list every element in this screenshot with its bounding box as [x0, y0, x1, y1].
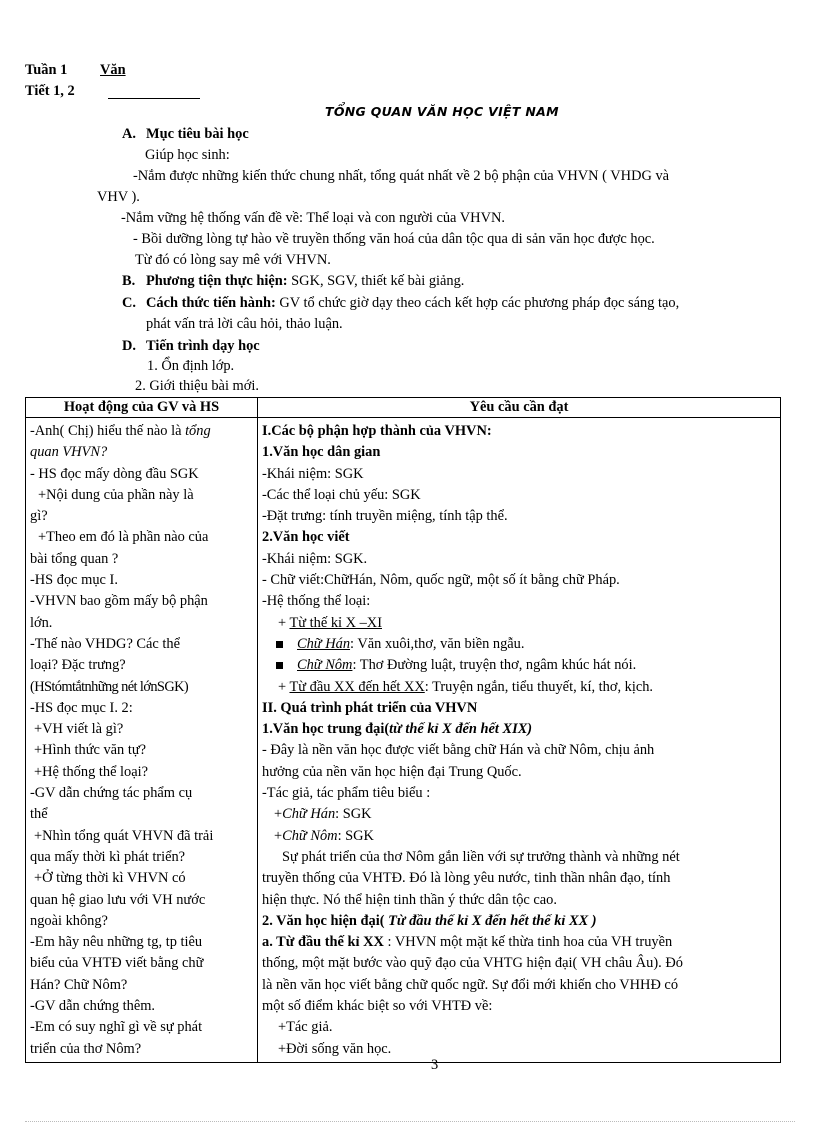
- activity-line: biểu của VHTĐ viết bằng chữ: [30, 955, 204, 972]
- activity-line: quan hệ giao lưu với VH nước: [30, 891, 206, 908]
- section-b-heading: Phương tiện thực hiện:: [146, 273, 288, 289]
- section-c-text2: phát vấn trả lời câu hỏi, thảo luận.: [146, 316, 343, 332]
- activity-line: +VH viết là gì?: [34, 721, 124, 738]
- req-heading: I.Các bộ phận hợp thành của VHVN:: [262, 423, 492, 439]
- req-bullet: Chữ Nôm: Thơ Đường luật, truyện thơ, ngâm khúc hát nói.: [262, 655, 776, 676]
- activity-line: loại? Đặc trưng?: [30, 657, 126, 674]
- activity-line: -HS đọc mục I. 2:: [30, 699, 133, 716]
- section-c-line: [146, 295, 679, 312]
- activity-line: -VHVN bao gồm mấy bộ phận: [30, 593, 208, 610]
- table-header-row: [26, 398, 781, 418]
- activity-line: -GV dẫn chứng thêm.: [30, 998, 156, 1015]
- req-line: hiện thực. Nó thể hiện tinh thần ý thức dân tộc cao.: [262, 891, 557, 908]
- table-row: [26, 418, 781, 1063]
- activity-line: -HS đọc mục I.: [30, 572, 118, 589]
- section-a-label: A.: [122, 126, 136, 142]
- section-c-heading: Cách thức tiến hành:: [146, 295, 276, 311]
- activity-line: lớn.: [30, 614, 53, 631]
- footer-divider: [25, 1121, 795, 1122]
- req-line: -Hệ thống thể loại:: [262, 593, 371, 610]
- activity-line: bài tổng quan ?: [30, 550, 119, 567]
- section-d-label: D.: [122, 338, 136, 354]
- section-b-label: B.: [122, 273, 136, 289]
- activity-line: thể: [30, 806, 48, 823]
- req-line: -Khái niệm: SGK.: [262, 550, 368, 567]
- req-line: - Chữ viết:ChữHán, Nôm, quốc ngữ, một số ít bằng chữ Pháp.: [262, 572, 620, 589]
- activity-line: Hán? Chữ Nôm?: [30, 976, 128, 993]
- activity-line: -Em hãy nêu những tg, tp tiêu: [30, 934, 203, 951]
- req-line: a. Từ đầu thế kỉ XX : VHVN một mặt kế thừa tinh hoa của VH truyền: [262, 934, 673, 951]
- req-line: -Đặt trưng: tính truyền miệng, tính tập thể.: [262, 508, 508, 525]
- req-line: + Từ thế kỉ X –XI: [278, 614, 382, 631]
- section-b-text: SGK, SGV, thiết kế bài giảng.: [287, 273, 465, 289]
- activity-line: gì?: [30, 508, 48, 525]
- activities-cell: [26, 418, 258, 1063]
- req-heading: 2.Văn học viết: [262, 529, 350, 546]
- activity-line: -Thế nào VHDG? Các thể: [30, 635, 180, 652]
- activity-line: +Nội dung của phần này là: [38, 486, 194, 503]
- col-header-activities: Hoạt động của GV và HS: [26, 398, 258, 418]
- req-line: + Từ đầu XX đến hết XX: Truyện ngắn, tiểu thuyết, kí, thơ, kịch.: [278, 678, 654, 695]
- page-number: 3: [431, 1057, 439, 1073]
- req-line: +Chữ Hán: SGK: [274, 806, 372, 823]
- intro-text: VHV ).: [97, 189, 140, 205]
- req-line: thống, một mặt bước vào quỹ đạo của VHTG hiện đại( VH châu Âu). Đó: [262, 955, 683, 972]
- req-line: -Tác giả, tác phẩm tiêu biểu :: [262, 785, 431, 802]
- week-label: Tuần 1: [25, 62, 68, 78]
- req-line: Sự phát triển của thơ Nôm gắn liền với sự trưởng thành và những nét: [282, 848, 680, 865]
- section-b-line: [146, 273, 464, 290]
- req-line: -Khái niệm: SGK: [262, 465, 364, 482]
- activity-line: (HStómtắtnhững nét lớnSGK): [30, 678, 189, 695]
- intro-text: -Nắm vững hệ thống vấn đề về: Thể loại và con người của VHVN.: [121, 210, 505, 226]
- req-line: truyền thống của VHTĐ. Đó là lòng yêu nước, tinh thần nhân đạo, tính: [262, 870, 671, 887]
- activity-line: +Ở từng thời kì VHVN có: [34, 870, 186, 887]
- section-c-label: C.: [122, 295, 136, 311]
- activity-line: +Hệ thống thể loại?: [34, 763, 149, 780]
- activity-line: ngoài không?: [30, 912, 108, 929]
- activity-line: +Theo em đó là phần nào của: [38, 529, 209, 546]
- square-bullet-icon: [276, 662, 283, 669]
- req-line: là nền văn học viết bằng chữ quốc ngữ. Sự đổi mới khiến cho VHHĐ có: [262, 976, 679, 993]
- req-line: -Các thể loại chủ yếu: SGK: [262, 486, 421, 503]
- activity-line: -GV dẫn chứng tác phẩm cụ: [30, 785, 193, 802]
- section-d-heading: Tiến trình dạy học: [146, 338, 260, 354]
- activity-line: triển của thơ Nôm?: [30, 1040, 142, 1057]
- activity-line: -Anh( Chị) hiểu thế nào là tổng: [30, 423, 211, 439]
- req-line: +Đời sống văn học.: [278, 1040, 392, 1057]
- lesson-label: Tiết 1, 2: [25, 83, 75, 99]
- activity-line: +Nhìn tổng quát VHVN đã trải: [34, 827, 214, 844]
- square-bullet-icon: [276, 641, 283, 648]
- section-c-text: GV tổ chức giờ dạy theo cách kết hợp các phương pháp đọc sáng tạo,: [275, 295, 680, 311]
- req-heading: 1.Văn học dân gian: [262, 444, 381, 461]
- req-line: hưởng của nền văn học hiện đại Trung Quốc.: [262, 763, 522, 780]
- req-line: - Đây là nền văn học được viết bằng chữ Hán và chữ Nôm, chịu ảnh: [262, 742, 655, 759]
- intro-text: - Bồi dưỡng lòng tự hào về truyền thống văn hoá của dân tộc qua di sản văn học được học.: [133, 231, 655, 247]
- intro-text: -Nắm được những kiến thức chung nhất, tổng quát nhất về 2 bộ phận của VHVN ( VHDG và: [133, 168, 670, 184]
- requirements-cell: [258, 418, 781, 1063]
- section-a-heading: Mục tiêu bài học: [146, 126, 249, 142]
- lesson-table: [25, 397, 781, 1063]
- activity-line: -Em có suy nghĩ gì về sự phát: [30, 1019, 203, 1036]
- blank-underline: [108, 98, 200, 99]
- page-title: TỔNG QUAN VĂN HỌC VIỆT NAM: [325, 104, 559, 119]
- col-header-requirements: Yêu cầu cần đạt: [258, 398, 781, 418]
- intro-text: 1. Ổn định lớp.: [147, 358, 235, 374]
- activity-line: quan VHVN?: [30, 444, 108, 461]
- activity-line: +Hình thức văn tự?: [34, 742, 147, 759]
- subject-label: Văn: [100, 62, 126, 78]
- req-heading: 2. Văn học hiện đại( Từ đầu thế kỉ X đến hết thế kỉ XX ): [262, 912, 597, 929]
- req-line: +Tác giả.: [278, 1019, 333, 1036]
- req-heading: 1.Văn học trung đại(từ thế kỉ X đến hết XIX): [262, 721, 533, 738]
- req-line: +Chữ Nôm: SGK: [274, 827, 374, 844]
- intro-text: Từ đó có lòng say mê với VHVN.: [135, 252, 331, 268]
- intro-text: Giúp học sinh:: [145, 147, 230, 163]
- req-line: một số điểm khác biệt so với VHTĐ về:: [262, 998, 493, 1015]
- req-heading: II. Quá trình phát triển của VHVN: [262, 699, 478, 716]
- activity-line: qua mấy thời kì phát triển?: [30, 848, 186, 865]
- intro-text: 2. Giới thiệu bài mới.: [135, 378, 259, 394]
- activity-line: - HS đọc mấy dòng đầu SGK: [30, 465, 199, 482]
- req-bullet: Chữ Hán: Văn xuôi,thơ, văn biền ngẫu.: [262, 634, 776, 655]
